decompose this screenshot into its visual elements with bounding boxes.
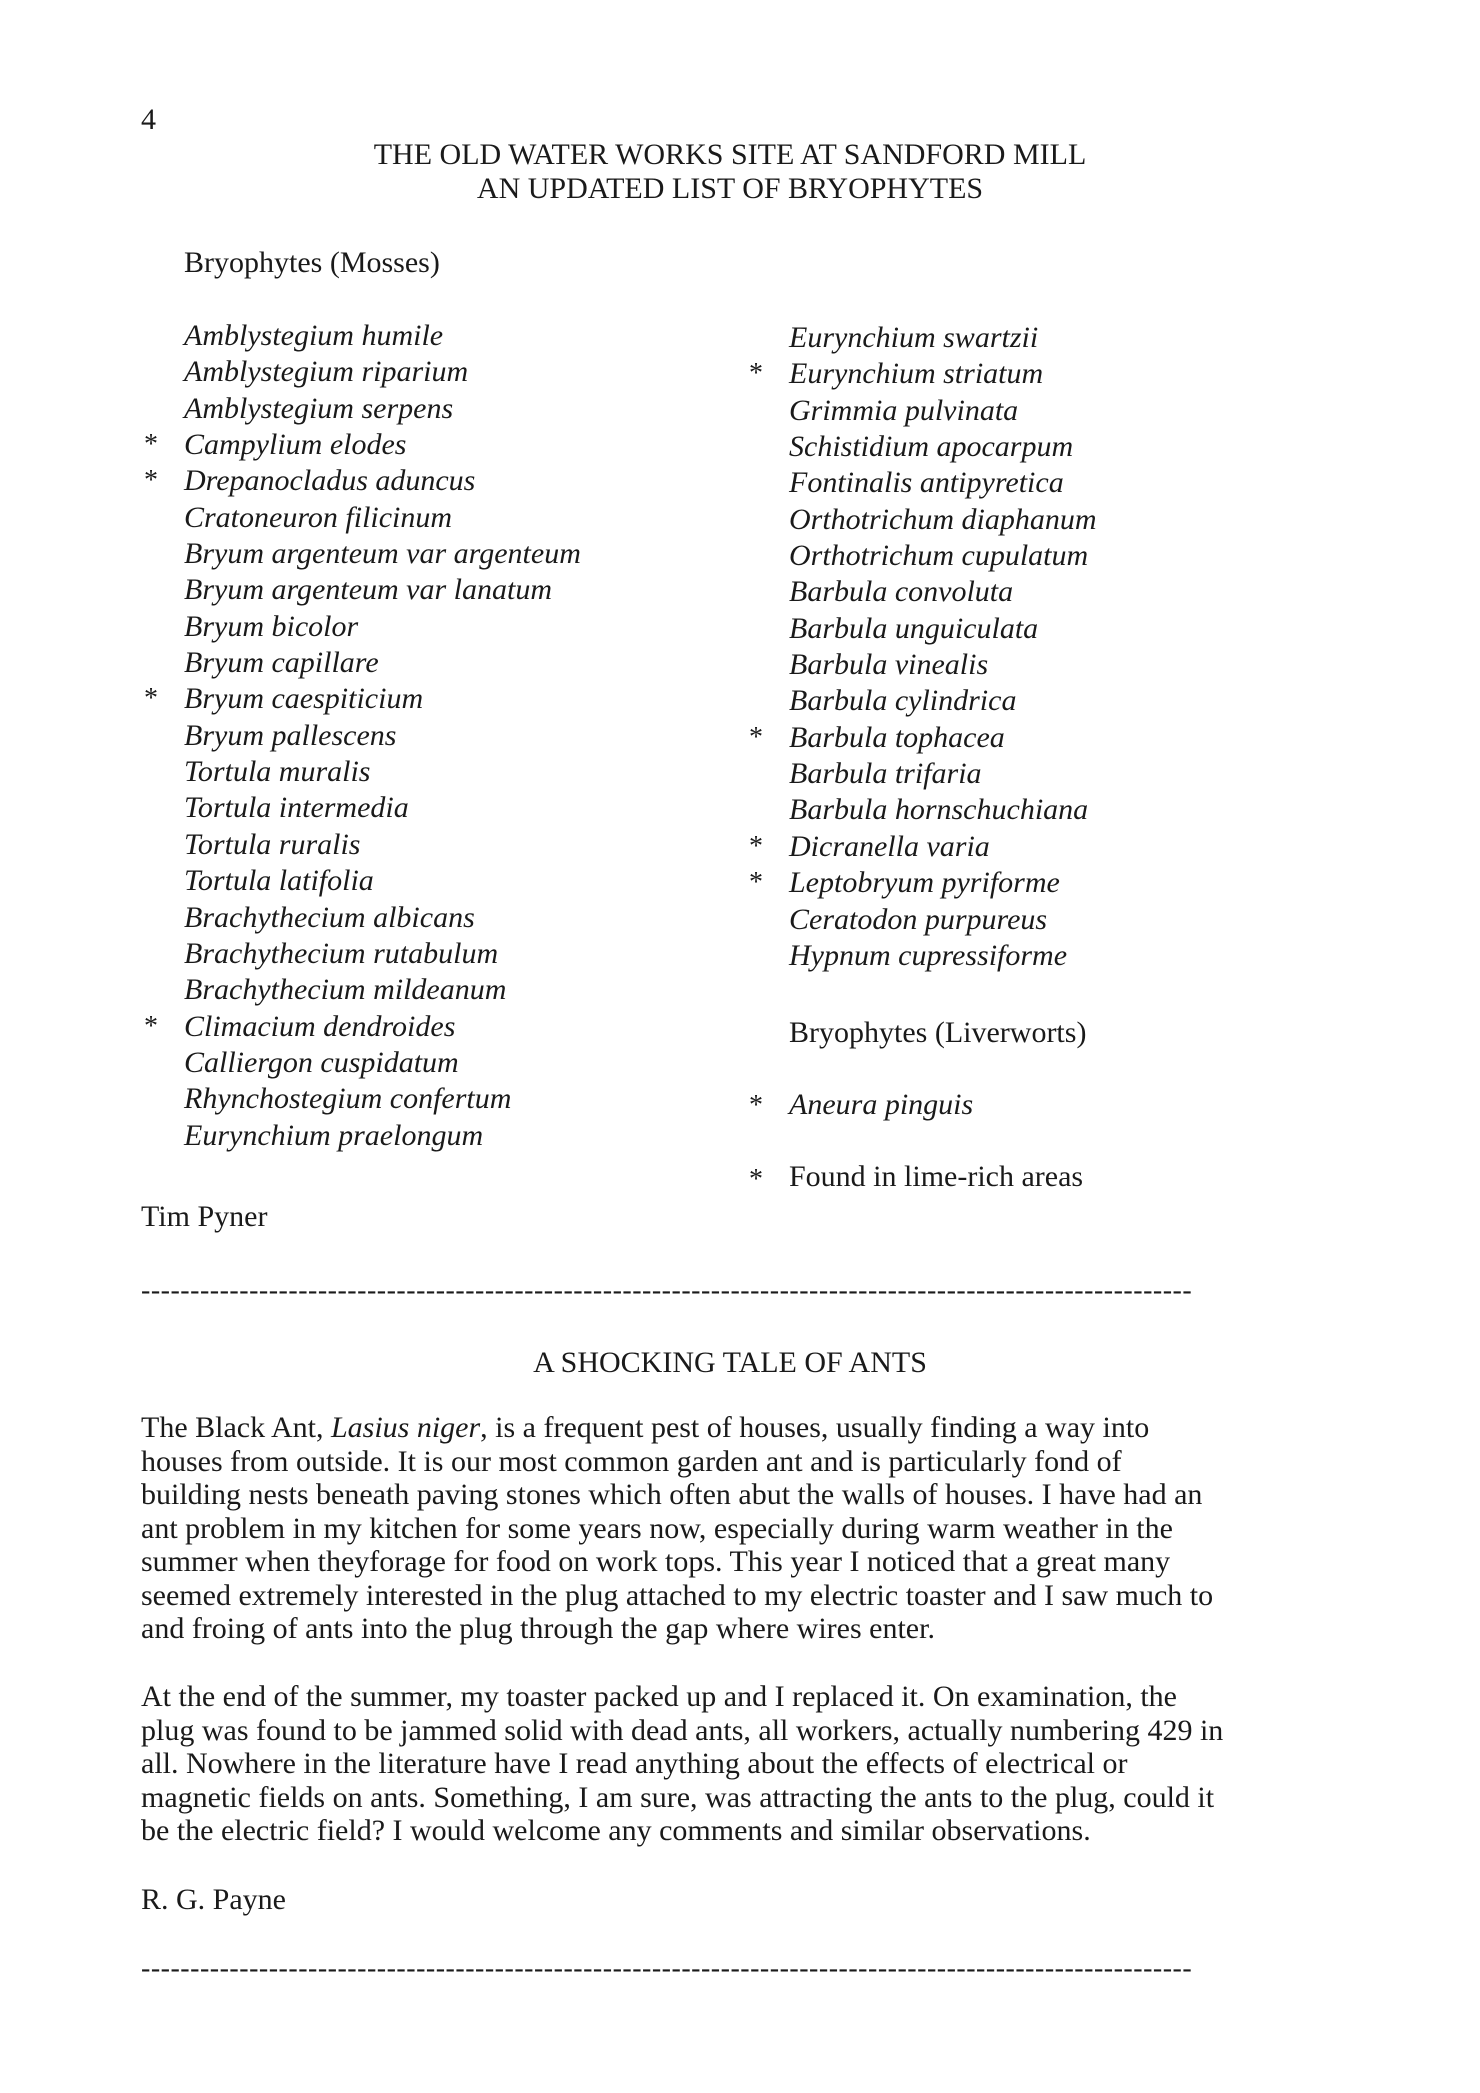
species-name: Barbula convoluta [789, 575, 1014, 609]
lime-rich-marker: * [749, 1090, 763, 1121]
species-item [184, 936, 581, 972]
species-name: Barbula unguiculata [789, 611, 1039, 645]
article2-title: A SHOCKING TALE OF ANTS [533, 1346, 927, 1379]
species-name: Tortula latifolia [184, 864, 374, 898]
species-item [789, 502, 1097, 538]
species-name: Tortula muralis [184, 755, 371, 789]
paragraph-line: magnetic fields on ants. Something, I am sure, was attracting the ants to the plug, could it [141, 1780, 1215, 1814]
section-divider: ----------------------------------------------------------------------------------------------------------- [141, 1953, 1193, 1984]
species-name: Barbula tophacea [789, 720, 1005, 754]
lime-rich-marker: * [144, 1010, 158, 1042]
page-number: 4 [141, 103, 156, 136]
species-item [789, 538, 1097, 574]
species-item [184, 863, 581, 899]
species-item [789, 756, 1097, 792]
species-item [789, 792, 1097, 828]
species-item [144, 1009, 581, 1045]
species-name: Orthotrichum cupulatum [789, 539, 1089, 573]
species-name: Bryum pallescens [184, 718, 397, 752]
species-name: Eurynchium swartzii [789, 321, 1039, 354]
lime-rich-marker: * [749, 867, 763, 899]
species-item [749, 356, 1097, 392]
paragraph-line [141, 1411, 1341, 1445]
species-item [184, 754, 581, 790]
species-item [749, 720, 1097, 756]
species-item [184, 500, 581, 536]
species-name: Orthotrichum diaphanum [789, 502, 1097, 536]
lime-rich-marker: * [749, 358, 763, 390]
species-name: Barbula vinealis [789, 648, 989, 682]
species-item [184, 1045, 581, 1081]
species-name: Barbula cylindrica [789, 684, 1017, 718]
paragraph-line: all. Nowhere in the literature have I read anything about the effects of electrical or [141, 1747, 1128, 1780]
species-name: Climacium dendroides [184, 1009, 456, 1043]
species-name: Barbula trifaria [789, 757, 982, 791]
species-item [184, 1118, 581, 1154]
species-item [789, 902, 1097, 938]
species-name: Campylium elodes [184, 428, 407, 462]
species-item [749, 829, 1097, 865]
species-name: Schistidium apocarpum [789, 430, 1074, 464]
species-item [789, 611, 1097, 647]
species-name: Amblystegium humile [184, 319, 444, 352]
section-divider: ----------------------------------------------------------------------------------------------------------- [141, 1275, 1193, 1306]
paragraph-line: plug was found to be jammed solid with dead ants, all workers, actually numbering 429 in [141, 1713, 1224, 1747]
species-name: Drepanocladus aduncus [184, 464, 476, 498]
species-name: Eurynchium striatum [789, 357, 1044, 391]
lime-rich-marker: * [144, 429, 158, 461]
species-item [184, 900, 581, 936]
species-item [184, 790, 581, 826]
article-title-line1: THE OLD WATER WORKS SITE AT SANDFORD MILL [373, 138, 1087, 171]
lime-rich-marker: * [749, 721, 763, 753]
liverworts-heading: Bryophytes (Liverworts) [789, 1016, 1087, 1049]
species-item [184, 645, 581, 681]
footnote-text: Found in lime-rich areas [789, 1160, 1084, 1193]
species-name: Calliergon cuspidatum [184, 1045, 459, 1079]
paragraph-line: building nests beneath paving stones which often abut the walls of houses. I have had an [141, 1478, 1203, 1511]
species-item [789, 320, 1097, 356]
species-name: Amblystegium serpens [184, 391, 454, 425]
species-item [789, 647, 1097, 683]
paragraph-line: At the end of the summer, my toaster packed up and I replaced it. On examination, the [141, 1680, 1177, 1713]
species-item [789, 393, 1097, 429]
species-name: Fontinalis antipyretica [789, 466, 1064, 500]
species-item [144, 427, 581, 463]
species-name: Dicranella varia [789, 829, 990, 863]
paragraph-line: and froing of ants into the plug through the gap where wires enter. [141, 1612, 935, 1645]
species-item [789, 938, 1097, 974]
paragraph-line: be the electric field? I would welcome any comments and similar observations. [141, 1814, 1091, 1847]
text-run: The Black Ant, [141, 1411, 331, 1444]
species-name: Leptobryum pyriforme [789, 866, 1060, 900]
paragraph-line: seemed extremely interested in the plug attached to my electric toaster and I saw much to [141, 1578, 1214, 1612]
article-author: Tim Pyner [141, 1200, 268, 1233]
species-item [789, 429, 1097, 465]
article2-author: R. G. Payne [141, 1883, 286, 1916]
species-item [184, 827, 581, 863]
species-item [184, 354, 581, 390]
species-item [184, 572, 581, 608]
mosses-list-right [749, 320, 1097, 974]
article2-paragraph-1 [141, 1411, 1341, 1646]
species-item [184, 536, 581, 572]
species-name: Tortula intermedia [184, 791, 409, 825]
species-name: Bryum caespiticium [184, 682, 424, 716]
species-name: Bryum bicolor [184, 609, 359, 643]
species-name: Bryum argenteum var lanatum [184, 573, 552, 607]
species-item [789, 683, 1097, 719]
species-item [789, 574, 1097, 610]
paragraph-line: summer when theyforage for food on work tops. This year I noticed that a great many [141, 1545, 1171, 1578]
species-item [184, 391, 581, 427]
species-item [184, 1081, 581, 1117]
paragraph-line: houses from outside. It is our most common garden ant and is particularly fond of [141, 1444, 1122, 1478]
footnote-marker: * [749, 1164, 763, 1195]
mosses-heading: Bryophytes (Mosses) [184, 246, 440, 279]
species-item [144, 463, 581, 499]
lime-rich-marker: * [144, 683, 158, 715]
species-name: Brachythecium mildeanum [184, 973, 507, 1007]
species-name: Bryum argenteum var argenteum [184, 537, 581, 571]
mosses-list-left [144, 318, 581, 1154]
article-title-line2: AN UPDATED LIST OF BRYOPHYTES [476, 172, 984, 205]
lime-rich-marker: * [749, 830, 763, 862]
species-name: Barbula hornschuchiana [789, 793, 1089, 827]
species-name: Eurynchium praelongum [184, 1118, 484, 1152]
species-name: Lasius niger [330, 1411, 481, 1444]
species-name: Brachythecium albicans [184, 900, 475, 934]
species-name: Amblystegium riparium [184, 355, 469, 389]
text-run: , is a frequent pest of houses, usually finding a way into [480, 1411, 1150, 1444]
article2-paragraph-2 [141, 1680, 1341, 1848]
species-name: Hypnum cupressiforme [789, 938, 1068, 972]
species-item [749, 865, 1097, 901]
species-item [789, 465, 1097, 501]
species-item [184, 718, 581, 754]
species-item [184, 972, 581, 1008]
species-name: Bryum capillare [184, 646, 379, 680]
species-name: Grimmia pulvinata [789, 393, 1019, 427]
species-name: Brachythecium rutabulum [184, 936, 499, 970]
species-name: Tortula ruralis [184, 827, 361, 861]
species-name: Ceratodon purpureus [789, 902, 1048, 936]
species-name: Rhynchostegium confertum [184, 1082, 512, 1116]
lime-rich-marker: * [144, 465, 158, 497]
paragraph-line: ant problem in my kitchen for some years now, especially during warm weather in the [141, 1511, 1173, 1545]
species-name: Cratoneuron filicinum [184, 500, 453, 534]
species-item [184, 609, 581, 645]
liverwort-species-name: Aneura pinguis [789, 1088, 974, 1121]
species-item [144, 681, 581, 717]
species-item [184, 318, 581, 354]
